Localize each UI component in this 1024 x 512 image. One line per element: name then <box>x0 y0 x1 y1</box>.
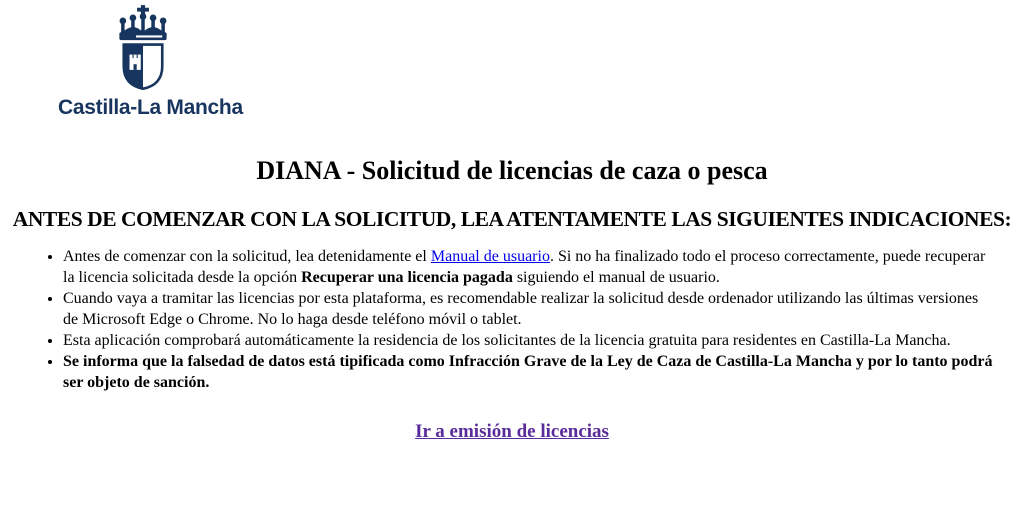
instruction-item-browser: • Cuando vaya a tramitar las licencias por esta plataforma, es recomendable realizar la solicitud desde ordenador utilizando las últimas versiones de Microsoft Edge o Chrome. No lo haga desde teléfono móvil o tablet. <box>63 288 996 330</box>
item1-text-mid: . Si no ha finalizado todo el proceso correctamente, puede recuperar la licencia solicitada desde la opción <box>63 248 986 286</box>
item1-text-post: siguiendo el manual de usuario. <box>512 269 720 286</box>
instructions-list <box>8 246 996 393</box>
castilla-la-mancha-logo <box>58 5 243 120</box>
ir-a-emision-link[interactable]: Ir a emisión de licencias <box>415 421 609 442</box>
logo-region-name: Castilla-La Mancha <box>58 96 243 119</box>
instruction-item-manual <box>63 246 996 288</box>
instruction-item-warning: • Se informa que la falsedad de datos está tipificada como Infracción Grave de la Ley de Caza de Castilla-La Mancha y por lo tanto podrá ser objeto de sanción. <box>63 351 996 393</box>
instructions-heading: ANTES DE COMENZAR CON LA SOLICITUD, LEA ATENTAMENTE LAS SIGUIENTES INDICACIONES: <box>12 207 1012 231</box>
manual-de-usuario-link[interactable]: Manual de usuario <box>430 248 550 265</box>
instruction-item-residency: • Esta aplicación comprobará automáticamente la residencia de los solicitantes de la licencia gratuita para residentes en Castilla-La Mancha. <box>63 330 996 351</box>
castilla-la-mancha-shield-icon <box>115 5 171 91</box>
item1-text-pre: Antes de comenzar con la solicitud, lea detenidamente el <box>63 248 431 265</box>
diana-license-page <box>0 5 1024 443</box>
item1-bold-option: Recuperar una licencia pagada <box>301 269 513 286</box>
emission-link-row <box>0 421 1024 443</box>
page-title: DIANA - Solicitud de licencias de caza o pesca <box>256 156 768 185</box>
